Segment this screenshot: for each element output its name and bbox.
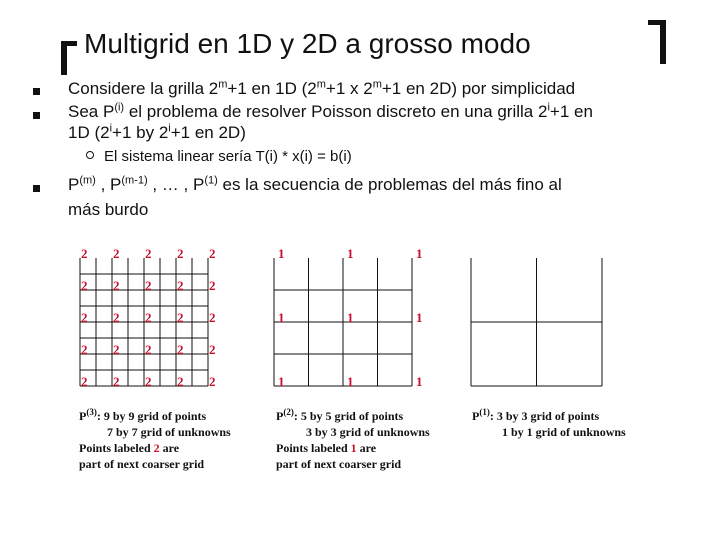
grid-p3-point-label: 2 bbox=[177, 374, 184, 389]
grid-p3-point-label: 2 bbox=[209, 374, 216, 389]
grid-p2-point-label: 1 bbox=[347, 374, 354, 389]
bullet-2-line-2: 1D ($2^i+1$ by $2^i+1$ en 2D) bbox=[68, 122, 246, 142]
grid-p2-point-label: 1 bbox=[416, 246, 423, 261]
grid-p3-point-label: 2 bbox=[177, 310, 184, 325]
grid-p3-point-label: 2 bbox=[177, 246, 184, 261]
caption-p3: $P^{(3)}$: 9 by 9 grid of points 7 by 7 grid of unknowns Points labeled 2 are part of next coarser grid bbox=[79, 407, 231, 471]
grid-p3-point-label: 2 bbox=[113, 342, 120, 357]
bullet-3-line-2: más burdo bbox=[68, 200, 149, 219]
grid-p3 bbox=[80, 258, 208, 386]
caption-p1: $P^{(1)}$: 3 by 3 grid of points 1 by 1 grid of unknowns bbox=[472, 407, 626, 439]
grid-p3-point-label: 2 bbox=[81, 246, 88, 261]
grid-p2-point-label: 1 bbox=[278, 374, 285, 389]
grid-p3-point-label: 2 bbox=[81, 310, 88, 325]
bullet-2-line-1: Sea $P^{(i)}$ el problema de resolver Poisson discreto en una grilla $2^i+1$ en bbox=[68, 101, 593, 121]
grid-p3-point-label: 2 bbox=[113, 278, 120, 293]
grid-p3-point-label: 2 bbox=[177, 342, 184, 357]
grid-p2-point-label: 1 bbox=[278, 246, 285, 261]
bullet-1: Considere la grilla $2^m+1$ en 1D ($2^m+1$ x $2^m+1$ en 2D) por simplicidad bbox=[68, 78, 576, 98]
grid-p2-point-label: 1 bbox=[416, 374, 423, 389]
caption-p2: $P^{(2)}$: 5 by 5 grid of points 3 by 3 grid of unknowns Points labeled 1 are part of next coarser grid bbox=[276, 407, 430, 471]
grid-p3-point-label: 2 bbox=[145, 278, 152, 293]
grid-p3-point-label: 2 bbox=[81, 278, 88, 293]
grid-p2 bbox=[274, 258, 412, 386]
slide-title: Multigrid en 1D y 2D a grosso modo bbox=[84, 28, 531, 59]
grid-p3-point-label: 2 bbox=[145, 246, 152, 261]
grid-p3-point-label: 2 bbox=[209, 246, 216, 261]
grid-p2-point-label: 1 bbox=[278, 310, 285, 325]
grid-p3-point-label: 2 bbox=[145, 310, 152, 325]
grid-p3-point-label: 2 bbox=[145, 374, 152, 389]
grid-p3-point-label: 2 bbox=[209, 342, 216, 357]
grid-p2-point-label: 1 bbox=[347, 310, 354, 325]
bullet-3-line-1: $P^{(m)}$ , $P^{(m-1)}$ , … , $P^{(1)}$ es la secuencia de problemas del más fino al bbox=[68, 174, 562, 194]
grid-p1 bbox=[471, 258, 602, 386]
grid-p3-point-label: 2 bbox=[113, 310, 120, 325]
grid-p2-point-label: 1 bbox=[347, 246, 354, 261]
grid-p3-point-label: 2 bbox=[177, 278, 184, 293]
grid-p3-point-label: 2 bbox=[209, 278, 216, 293]
grid-p3-point-label: 2 bbox=[81, 342, 88, 357]
grid-p3-point-label: 2 bbox=[145, 342, 152, 357]
grid-p3-point-label: 2 bbox=[113, 246, 120, 261]
grid-p2-point-label: 1 bbox=[416, 310, 423, 325]
grid-p3-point-label: 2 bbox=[81, 374, 88, 389]
grid-p3-point-label: 2 bbox=[209, 310, 216, 325]
sub-bullet: El sistema linear sería T(i) * x(i) = b(i) bbox=[104, 148, 352, 165]
grid-point-labels bbox=[81, 246, 423, 389]
grid-p3-point-label: 2 bbox=[113, 374, 120, 389]
